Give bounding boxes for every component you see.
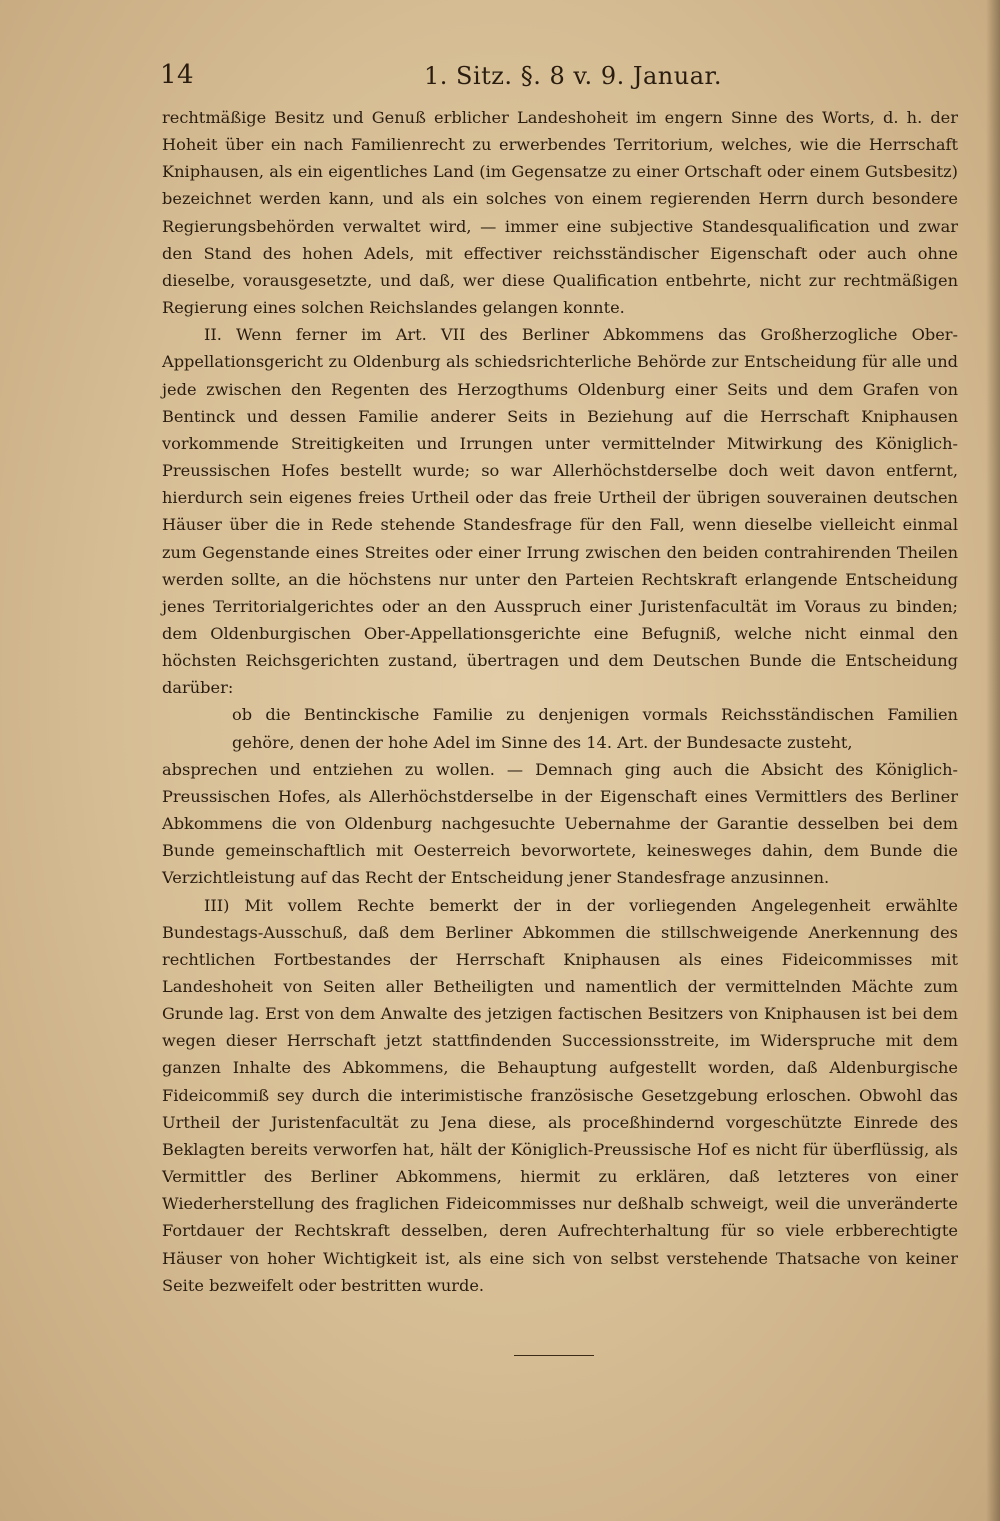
paragraph-1: rechtmäßige Besitz und Genuß erblicher Landeshoheit im engern Sinne des Worts, d. h. der Hoheit über ein nach Familienrecht zu erwerbendes Territorium, welches, wie die Herrschaft Kniphausen, als ein eigentliches Land (im Gegensatze zu einer Ortschaft oder einem Gutsbesitz) bezeichnet werden kann, und als ein solches von einem regierenden Herrn durch besondere Regierungsbehörden verwaltet wird, — immer eine subjective Standesqualification und zwar den Stand des hohen Adels, mit effectiver reichsständischer Eigenschaft oder auch ohne dieselbe, vorausgesetzte, und daß, wer diese Qualification entbehrte, nicht zur rechtmäßigen Regierung eines solchen Reichslandes gelangen konnte. <box>162 108 958 318</box>
paragraph-section-2: II. Wenn ferner im Art. VII des Berliner Abkommens das Großherzogliche Ober-Appellationsgericht zu Oldenburg als schiedsrichterliche Behörde zur Entscheidung für alle und jede zwischen den Regenten des Herzogthums Oldenburg einer Seits und dem Grafen von Bentinck und dessen Familie anderer Seits in Beziehung auf die Herrschaft Kniphausen vorkommende Streitigkeiten und Irrungen unter vermittelnder Mitwirkung des Königlich-Preussischen Hofes bestellt wurde; so war Allerhöchstderselbe doch weit davon entfernt, hierdurch sein eigenes freies Urtheil oder das freie Urtheil der übrigen souverainen deutschen Häuser über die in Rede stehende Standesfrage für den Fall, wenn dieselbe vielleicht einmal zum Gegenstande eines Streites oder einer Irrung zwischen den beiden contrahirenden Theilen werden sollte, an die höchstens nur unter den Parteien Rechtskraft erlangende Entscheidung jenes Territorialgerichtes oder an den Ausspruch einer Juristenfacultät im Voraus zu binden; dem Oldenburgischen Ober-Appellationsgerichte eine Befugniß, welche nicht einmal den höchsten Reichsgerichten zustand, übertragen und dem Deutschen Bunde die Entscheidung darüber: <box>162 325 958 698</box>
page-number: 14 <box>160 60 195 90</box>
quoted-question: ob die Bentinckische Familie zu denjenigen vormals Reichsständischen Familien gehöre, denen der hohe Adel im Sinne des 14. Art. der Bundesacte zusteht, <box>232 705 958 752</box>
closing-rule <box>514 1355 594 1356</box>
body-text <box>162 104 958 1299</box>
running-head: 1. Sitz. §. 8 v. 9. Januar. <box>424 62 722 90</box>
paragraph-3: absprechen und entziehen zu wollen. — Demnach ging auch die Absicht des Königlich-Preussischen Hofes, als Allerhöchstderselbe in der Eigenschaft eines Vermittlers des Berliner Abkommens die von Oldenburg nachgesuchte Uebernahme der Garantie desselben bei dem Bunde gemeinschaftlich mit Oesterreich bevorwortete, keinesweges dahin, dem Bunde die Verzichtleistung auf das Recht der Entscheidung jener Standesfrage anzusinnen. <box>162 759 958 888</box>
paragraph-section-3: III) Mit vollem Rechte bemerkt der in der vorliegenden Angelegenheit erwählte Bundestags-Ausschuß, daß dem Berliner Abkommen die stillschweigende Anerkennung des rechtlichen Fortbestandes der Herrschaft Kniphausen als eines Fideicommisses mit Landeshoheit von Seiten aller Betheiligten und namentlich der vermittelnden Mächte zum Grunde lag. Erst von dem Anwalte des jetzigen factischen Besitzers von Kniphausen ist bei dem wegen dieser Herrschaft jetzt stattfindenden Successionsstreite, im Widerspruche mit dem ganzen Inhalte des Abkommens, die Behauptung aufgestellt worden, daß Aldenburgische Fideicommiß sey durch die interimistische französische Gesetzgebung erloschen. Obwohl das Urtheil der Juristenfacultät zu Jena diese, als proceßhindernd vorgeschützte Einrede des Beklagten bereits verworfen hat, hält der Königlich-Preussische Hof es nicht für überflüssig, als Vermittler des Berliner Abkommens, hiermit zu erklären, daß letzteres von einer Wiederherstellung des fraglichen Fideicommisses nur deßhalb schweigt, weil die unveränderte Fortdauer der Rechtskraft desselben, deren Aufrechterhaltung für so viele erbberechtigte Häuser von hoher Wichtigkeit ist, als eine sich von selbst verstehende Thatsache von keiner Seite bezweifelt oder bestritten wurde. <box>162 895 958 1295</box>
page-header <box>160 60 960 96</box>
